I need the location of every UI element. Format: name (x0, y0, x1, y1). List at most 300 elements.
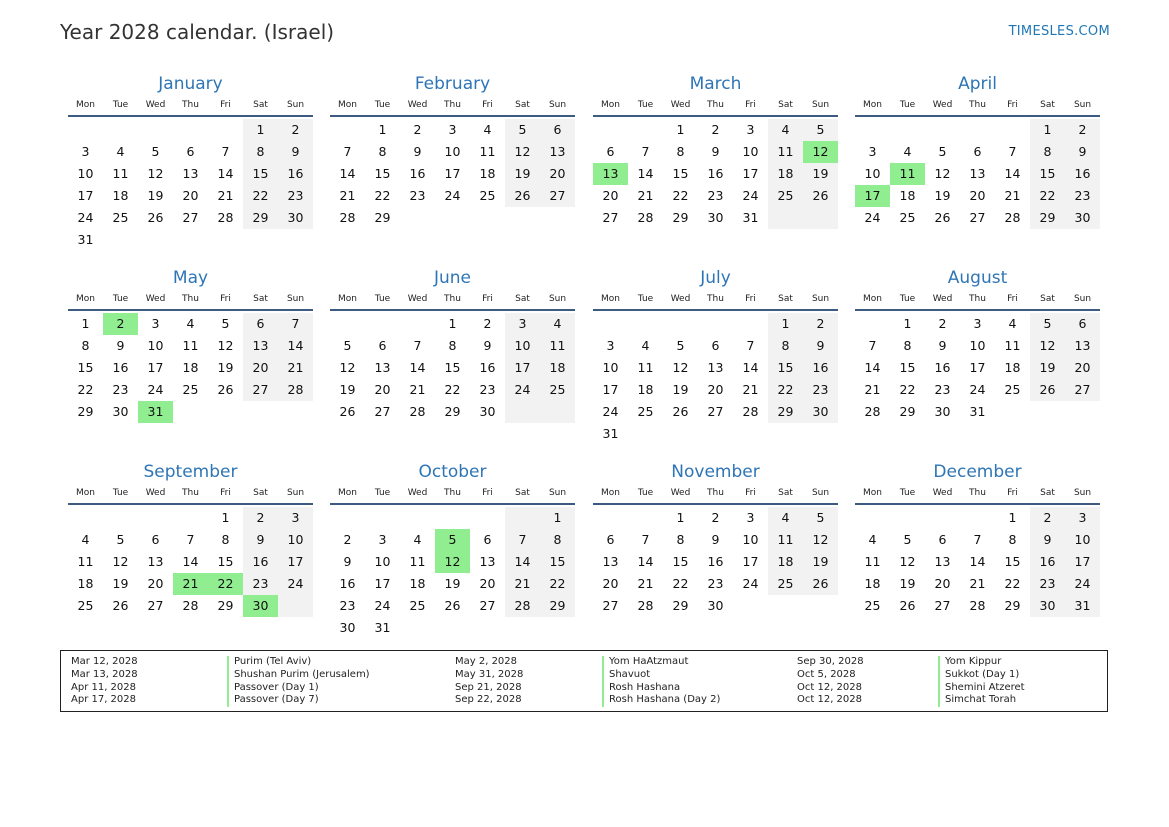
month-december (855, 461, 1100, 617)
day-cell: 23 (409, 188, 426, 203)
day-cell: 12 (147, 166, 164, 181)
empty-cell (1065, 401, 1100, 423)
weekday-label: Sun (1073, 100, 1092, 110)
day-grid (855, 311, 1100, 423)
day-cell: 30 (243, 595, 278, 617)
day-cell: 8 (903, 338, 912, 353)
day-cell: 20 (479, 576, 496, 591)
day-cell: 17 (602, 382, 619, 397)
empty-cell (400, 617, 435, 639)
day-cell: 28 (339, 210, 356, 225)
day-cell: 6 (378, 338, 387, 353)
weekday-label: Sun (811, 294, 830, 304)
day-cell: 22 (444, 382, 461, 397)
day-cell: 26 (444, 598, 461, 613)
day-cell: 20 (540, 163, 575, 185)
day-cell: 1 (221, 510, 230, 525)
month-title: July (700, 268, 731, 288)
weekday-label: Mon (863, 294, 882, 304)
day-cell: 18 (637, 382, 654, 397)
weekday-label: Thu (182, 488, 199, 498)
weekday-label: Sat (778, 100, 793, 110)
holiday-date: Oct 12, 2028 (797, 681, 862, 693)
day-cell: 24 (374, 598, 391, 613)
day-cell: 11 (112, 166, 129, 181)
weekday-label: Sun (811, 100, 830, 110)
month-title: June (433, 268, 472, 288)
day-cell: 13 (147, 554, 164, 569)
day-cell: 20 (1065, 357, 1100, 379)
day-cell: 22 (77, 382, 94, 397)
day-cell: 6 (606, 532, 615, 547)
day-cell: 19 (1030, 357, 1065, 379)
day-cell: 11 (637, 360, 654, 375)
day-cell: 30 (934, 404, 951, 419)
day-cell: 1 (243, 119, 278, 141)
day-cell: 12 (803, 529, 838, 551)
day-cell: 30 (1065, 207, 1100, 229)
day-cell: 29 (899, 404, 916, 419)
empty-cell (505, 207, 540, 229)
day-cell: 13 (243, 335, 278, 357)
site-brand-link[interactable]: TIMESLES.COM (1008, 24, 1110, 39)
day-cell: 5 (151, 144, 160, 159)
day-cell: 29 (540, 595, 575, 617)
day-cell: 23 (1065, 185, 1100, 207)
empty-cell (663, 313, 698, 335)
day-cell: 16 (243, 551, 278, 573)
day-cell: 16 (1065, 163, 1100, 185)
weekday-label: Fri (1007, 294, 1018, 304)
day-cell: 20 (934, 576, 951, 591)
day-cell: 24 (278, 573, 313, 595)
day-cell: 10 (77, 166, 94, 181)
weekday-header (330, 485, 575, 505)
day-cell: 17 (742, 554, 759, 569)
day-cell: 16 (278, 163, 313, 185)
day-cell: 12 (672, 360, 689, 375)
month-title: March (689, 74, 742, 94)
weekday-label: Wed (932, 100, 953, 110)
day-cell: 5 (803, 119, 838, 141)
day-cell: 19 (444, 576, 461, 591)
day-cell: 18 (899, 188, 916, 203)
day-cell: 14 (637, 554, 654, 569)
day-cell: 14 (969, 554, 986, 569)
day-cell: 29 (374, 210, 391, 225)
weekday-label: Wed (932, 294, 953, 304)
day-cell: 15 (540, 551, 575, 573)
day-grid (330, 117, 575, 229)
day-cell: 16 (934, 360, 951, 375)
weekday-label: Sat (778, 294, 793, 304)
day-cell: 19 (217, 360, 234, 375)
day-cell: 5 (221, 316, 230, 331)
day-cell: 2 (1065, 119, 1100, 141)
weekday-label: Tue (899, 100, 916, 110)
day-cell: 10 (278, 529, 313, 551)
day-cell: 9 (413, 144, 422, 159)
day-cell: 26 (899, 598, 916, 613)
empty-cell (400, 507, 435, 529)
day-cell: 17 (278, 551, 313, 573)
day-cell: 1 (676, 122, 685, 137)
day-cell: 5 (435, 529, 470, 551)
weekday-label: Thu (444, 294, 461, 304)
day-cell: 26 (934, 210, 951, 225)
empty-cell (68, 507, 103, 529)
day-grid (855, 505, 1100, 617)
day-cell: 14 (505, 551, 540, 573)
holiday-name: Yom Kippur (945, 656, 1002, 667)
empty-cell (995, 119, 1030, 141)
day-cell: 3 (505, 313, 540, 335)
empty-cell (803, 207, 838, 229)
day-cell: 23 (707, 576, 724, 591)
day-cell: 29 (768, 401, 803, 423)
empty-cell (103, 229, 138, 251)
empty-cell (138, 507, 173, 529)
day-cell: 26 (147, 210, 164, 225)
day-cell: 15 (243, 163, 278, 185)
empty-cell (470, 617, 505, 639)
day-cell: 31 (77, 232, 94, 247)
empty-cell (803, 595, 838, 617)
day-cell: 23 (278, 185, 313, 207)
day-grid (68, 311, 313, 423)
day-cell: 9 (711, 144, 720, 159)
day-cell: 20 (602, 188, 619, 203)
weekday-label: Wed (145, 100, 166, 110)
day-cell: 17 (505, 357, 540, 379)
empty-cell (803, 423, 838, 445)
day-cell: 27 (934, 598, 951, 613)
weekday-label: Tue (112, 294, 129, 304)
day-cell: 20 (602, 576, 619, 591)
empty-cell (628, 507, 663, 529)
day-cell: 15 (77, 360, 94, 375)
day-cell: 13 (707, 360, 724, 375)
day-cell: 9 (1030, 529, 1065, 551)
day-cell: 17 (742, 166, 759, 181)
weekday-header (330, 291, 575, 311)
empty-cell (435, 507, 470, 529)
day-cell: 30 (707, 598, 724, 613)
day-cell: 5 (343, 338, 352, 353)
day-cell: 4 (81, 532, 90, 547)
day-cell: 11 (890, 163, 925, 185)
day-cell: 6 (483, 532, 492, 547)
day-cell: 15 (768, 357, 803, 379)
day-cell: 7 (343, 144, 352, 159)
empty-cell (330, 119, 365, 141)
day-cell: 12 (112, 554, 129, 569)
day-cell: 12 (803, 141, 838, 163)
day-cell: 6 (540, 119, 575, 141)
day-cell: 16 (409, 166, 426, 181)
weekday-label: Tue (374, 100, 391, 110)
day-cell: 30 (1030, 595, 1065, 617)
day-cell: 9 (938, 338, 947, 353)
day-cell: 6 (1065, 313, 1100, 335)
empty-cell (960, 507, 995, 529)
day-cell: 23 (934, 382, 951, 397)
day-cell: 27 (602, 598, 619, 613)
day-cell: 22 (672, 188, 689, 203)
empty-cell (628, 313, 663, 335)
holiday-date: Mar 12, 2028 (71, 656, 138, 667)
day-cell: 29 (217, 598, 234, 613)
day-cell: 14 (864, 360, 881, 375)
weekday-label: Fri (220, 294, 231, 304)
day-cell: 9 (1065, 141, 1100, 163)
empty-cell (768, 595, 803, 617)
day-cell: 9 (803, 335, 838, 357)
day-cell: 10 (969, 338, 986, 353)
day-cell: 7 (868, 338, 877, 353)
day-cell: 9 (278, 141, 313, 163)
weekday-label: Mon (76, 488, 95, 498)
month-title: November (671, 462, 760, 482)
weekday-label: Sat (515, 294, 530, 304)
day-cell: 29 (444, 404, 461, 419)
day-cell: 7 (641, 144, 650, 159)
day-cell: 24 (742, 188, 759, 203)
day-cell: 19 (934, 188, 951, 203)
weekday-label: Thu (969, 294, 986, 304)
day-cell: 14 (278, 335, 313, 357)
holiday-name: Shavuot (609, 668, 651, 680)
day-grid (593, 505, 838, 617)
day-cell: 21 (1004, 188, 1021, 203)
day-cell: 25 (1004, 382, 1021, 397)
day-cell: 5 (803, 507, 838, 529)
day-cell: 26 (217, 382, 234, 397)
day-cell: 27 (602, 210, 619, 225)
day-cell: 21 (637, 188, 654, 203)
day-cell: 12 (934, 166, 951, 181)
day-cell: 14 (637, 166, 654, 181)
day-cell: 19 (339, 382, 356, 397)
day-cell: 18 (77, 576, 94, 591)
day-cell: 15 (1030, 163, 1065, 185)
empty-cell (208, 401, 243, 423)
day-cell: 10 (444, 144, 461, 159)
day-cell: 3 (746, 510, 755, 525)
weekday-label: Wed (407, 100, 428, 110)
day-cell: 14 (339, 166, 356, 181)
weekday-label: Tue (637, 488, 654, 498)
day-cell: 21 (278, 357, 313, 379)
day-cell: 21 (637, 576, 654, 591)
day-cell: 4 (116, 144, 125, 159)
day-cell: 26 (803, 185, 838, 207)
holiday-date: Mar 13, 2028 (71, 668, 138, 680)
day-cell: 3 (973, 316, 982, 331)
day-cell: 16 (112, 360, 129, 375)
day-cell: 18 (540, 357, 575, 379)
day-grid (593, 311, 838, 445)
day-cell: 24 (969, 382, 986, 397)
empty-cell (733, 313, 768, 335)
day-cell: 7 (973, 532, 982, 547)
empty-cell (470, 507, 505, 529)
day-cell: 25 (540, 379, 575, 401)
empty-cell (960, 119, 995, 141)
day-cell: 13 (374, 360, 391, 375)
day-cell: 20 (147, 576, 164, 591)
day-cell: 31 (602, 426, 619, 441)
day-cell: 10 (742, 144, 759, 159)
day-cell: 15 (444, 360, 461, 375)
day-cell: 13 (602, 554, 619, 569)
day-cell: 16 (707, 166, 724, 181)
day-cell: 28 (182, 598, 199, 613)
day-cell: 22 (540, 573, 575, 595)
day-cell: 8 (676, 144, 685, 159)
day-cell: 16 (803, 357, 838, 379)
day-cell: 7 (186, 532, 195, 547)
holiday-name: Shushan Purim (Jerusalem) (234, 668, 370, 680)
day-cell: 2 (938, 316, 947, 331)
day-cell: 15 (899, 360, 916, 375)
day-cell: 11 (182, 338, 199, 353)
day-cell: 20 (707, 382, 724, 397)
day-cell: 18 (479, 166, 496, 181)
day-cell: 4 (413, 532, 422, 547)
day-cell: 4 (868, 532, 877, 547)
day-cell: 31 (742, 210, 759, 225)
empty-cell (628, 423, 663, 445)
day-cell: 26 (505, 185, 540, 207)
day-cell: 19 (112, 576, 129, 591)
day-cell: 3 (278, 507, 313, 529)
day-cell: 9 (711, 532, 720, 547)
day-cell: 27 (374, 404, 391, 419)
day-cell: 29 (672, 598, 689, 613)
empty-cell (505, 401, 540, 423)
day-cell: 8 (221, 532, 230, 547)
month-title: May (172, 268, 209, 288)
day-cell: 31 (1065, 595, 1100, 617)
day-cell: 6 (973, 144, 982, 159)
day-cell: 10 (602, 360, 619, 375)
weekday-label: Thu (969, 488, 986, 498)
day-cell: 24 (742, 576, 759, 591)
weekday-label: Sat (515, 100, 530, 110)
day-cell: 20 (374, 382, 391, 397)
holiday-date: Sep 22, 2028 (455, 694, 522, 706)
day-cell: 21 (742, 382, 759, 397)
weekday-label: Mon (863, 100, 882, 110)
empty-cell (173, 229, 208, 251)
empty-cell (768, 423, 803, 445)
empty-cell (278, 401, 313, 423)
day-cell: 10 (742, 532, 759, 547)
empty-cell (593, 119, 628, 141)
empty-cell (663, 423, 698, 445)
weekday-label: Thu (444, 488, 461, 498)
day-cell: 21 (217, 188, 234, 203)
day-cell: 21 (409, 382, 426, 397)
day-cell: 17 (855, 185, 890, 207)
day-cell: 7 (413, 338, 422, 353)
day-cell: 4 (1008, 316, 1017, 331)
day-cell: 8 (448, 338, 457, 353)
day-cell: 21 (969, 576, 986, 591)
empty-cell (103, 507, 138, 529)
weekday-label: Wed (407, 294, 428, 304)
day-cell: 26 (672, 404, 689, 419)
empty-cell (470, 207, 505, 229)
day-cell: 2 (278, 119, 313, 141)
day-cell: 29 (243, 207, 278, 229)
weekday-label: Wed (145, 294, 166, 304)
day-cell: 3 (746, 122, 755, 137)
holiday-name: Passover (Day 1) (234, 681, 319, 693)
day-grid (330, 505, 575, 639)
day-cell: 16 (1030, 551, 1065, 573)
weekday-label: Fri (220, 100, 231, 110)
day-cell: 1 (903, 316, 912, 331)
month-november (593, 461, 838, 617)
holiday-name: Shemini Atzeret (945, 681, 1025, 693)
day-cell: 27 (540, 185, 575, 207)
empty-cell (330, 313, 365, 335)
day-cell: 13 (182, 166, 199, 181)
weekday-label: Sat (515, 488, 530, 498)
day-cell: 11 (409, 554, 426, 569)
weekday-label: Thu (444, 100, 461, 110)
day-cell: 18 (112, 188, 129, 203)
day-cell: 30 (339, 620, 356, 635)
day-cell: 22 (768, 379, 803, 401)
weekday-label: Sat (1040, 100, 1055, 110)
weekday-label: Sun (548, 100, 567, 110)
empty-cell (593, 507, 628, 529)
holiday-date: Oct 12, 2028 (797, 694, 862, 706)
day-cell: 28 (278, 379, 313, 401)
day-cell: 11 (1004, 338, 1021, 353)
day-cell: 13 (934, 554, 951, 569)
weekday-label: Sun (1073, 488, 1092, 498)
day-cell: 31 (138, 401, 173, 423)
day-grid (68, 117, 313, 251)
empty-cell (733, 423, 768, 445)
empty-cell (138, 119, 173, 141)
day-cell: 18 (409, 576, 426, 591)
day-cell: 4 (641, 338, 650, 353)
empty-cell (505, 507, 540, 529)
day-cell: 7 (278, 313, 313, 335)
day-cell: 12 (435, 551, 470, 573)
empty-cell (593, 313, 628, 335)
day-cell: 6 (711, 338, 720, 353)
day-cell: 4 (540, 313, 575, 335)
page-title: Year 2028 calendar. (Israel) (60, 20, 335, 44)
day-cell: 22 (208, 573, 243, 595)
weekday-label: Tue (374, 488, 391, 498)
month-title: January (158, 74, 223, 94)
day-cell: 29 (672, 210, 689, 225)
day-cell: 27 (1065, 379, 1100, 401)
day-cell: 3 (1065, 507, 1100, 529)
day-cell: 6 (606, 144, 615, 159)
empty-cell (365, 507, 400, 529)
day-cell: 8 (81, 338, 90, 353)
weekday-label: Sun (548, 488, 567, 498)
day-cell: 11 (864, 554, 881, 569)
